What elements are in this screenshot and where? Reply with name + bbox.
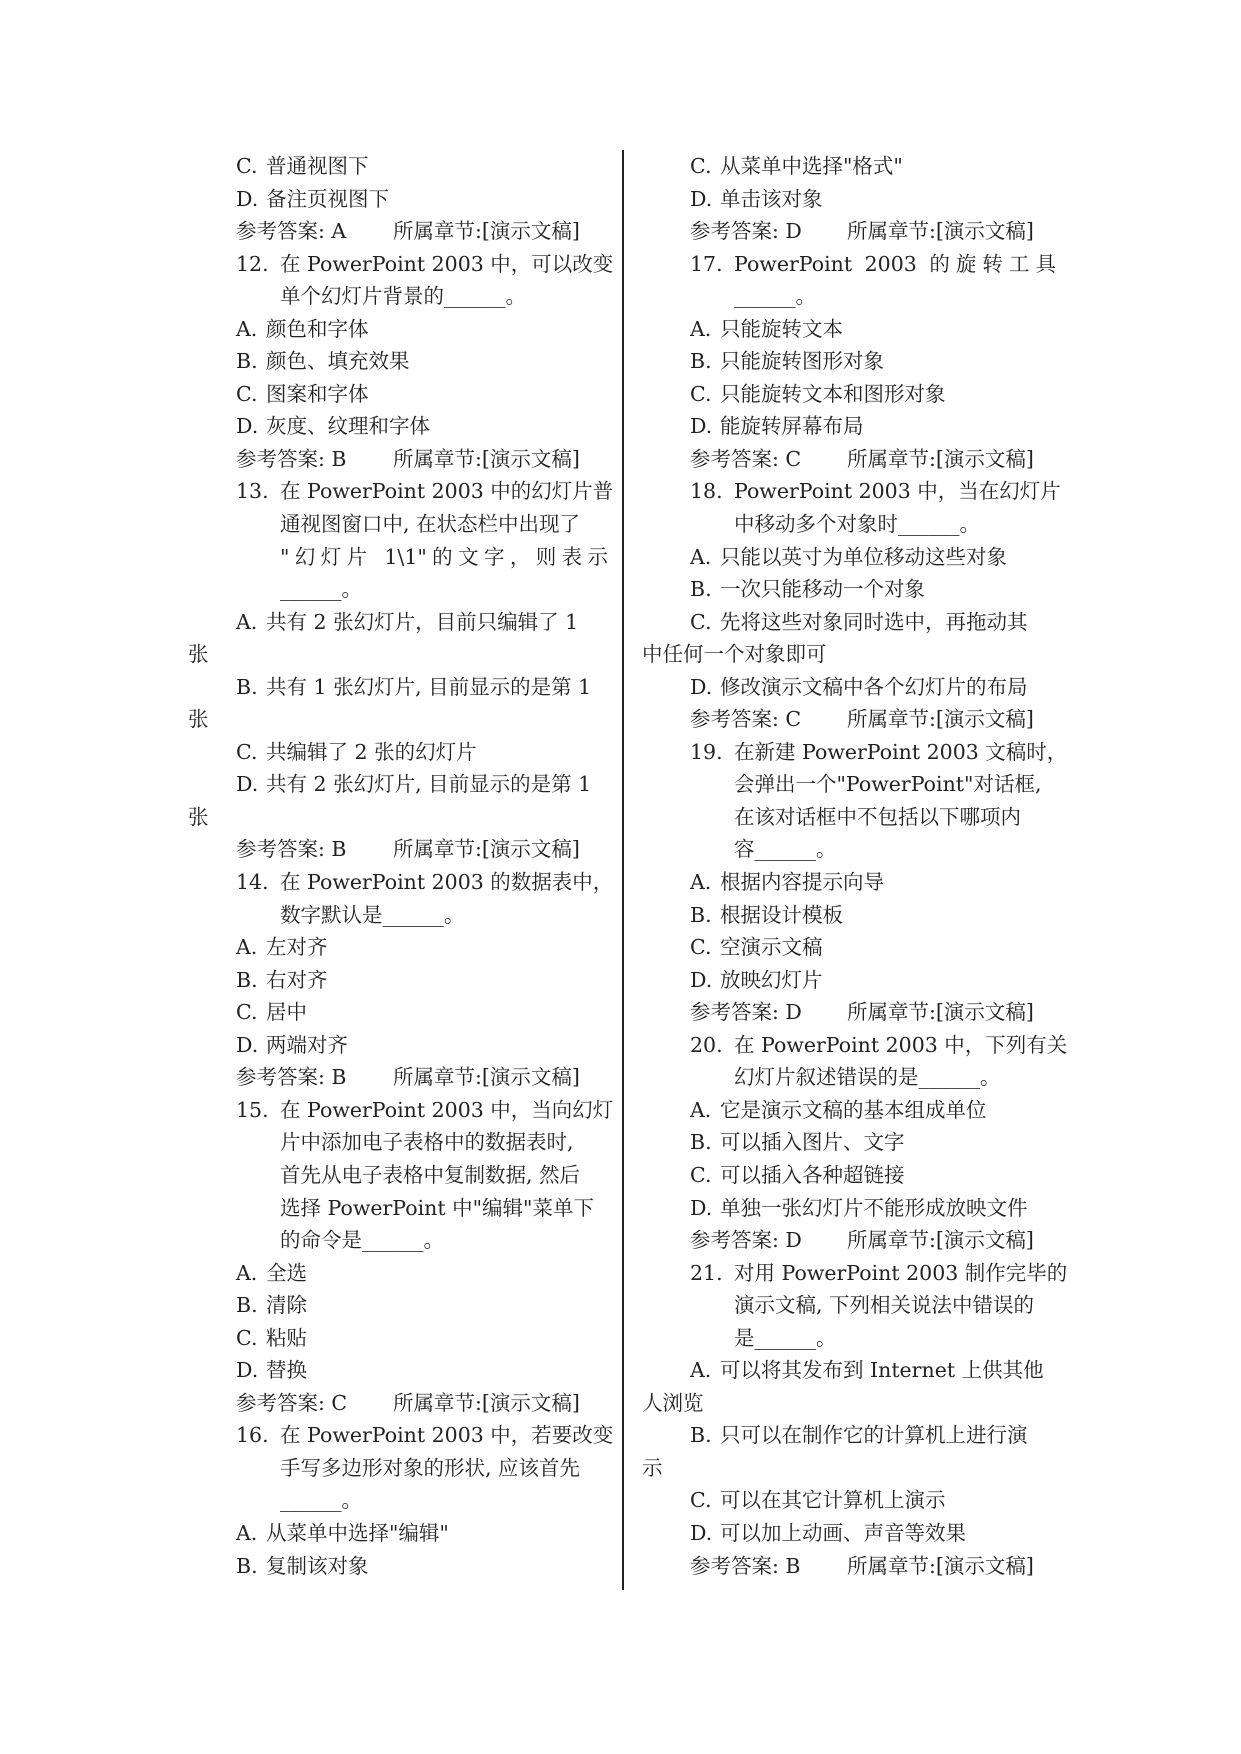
option-line (642, 866, 1056, 899)
answer-line (188, 215, 608, 248)
option-label: D. (690, 1520, 713, 1545)
question-line (188, 1094, 614, 1127)
option-line (642, 378, 1056, 411)
option-text: 可以插入图片、文字 (720, 1130, 905, 1155)
question-continuation: 在该对话框中不包括以下哪项内 (734, 804, 1021, 829)
question-line (642, 1257, 1068, 1290)
option-line (188, 996, 608, 1029)
option-text: 左对齐 (266, 935, 328, 960)
option-label: B. (690, 349, 712, 374)
question-text: 在 PowerPoint 2003 中，下列有关 (734, 1032, 1068, 1057)
option-label: A. (236, 609, 258, 634)
option-line (642, 899, 1056, 932)
option-line (642, 931, 1056, 964)
option-line (642, 573, 1056, 606)
option-label: B. (236, 1293, 258, 1318)
option-text: 两端对齐 (266, 1032, 348, 1057)
reference-answer: 参考答案: D (690, 219, 802, 244)
option-text: 清除 (266, 1293, 307, 1318)
option-line (642, 1094, 1056, 1127)
reference-answer: 参考答案: B (236, 837, 347, 862)
question-continuation: 是______。 (734, 1325, 837, 1350)
option-text: 只能旋转文本和图形对象 (720, 381, 946, 406)
question-continuation: ______。 (734, 284, 816, 309)
option-line (642, 1159, 1056, 1192)
option-text: 只能旋转图形对象 (720, 349, 884, 374)
option-text: 能旋转屏幕布局 (720, 414, 864, 439)
option-label: A. (236, 935, 258, 960)
reference-answer: 参考答案: B (690, 1553, 801, 1578)
option-label: B. (236, 674, 258, 699)
question-line (642, 248, 1056, 281)
question-text: 在 PowerPoint 2003 中，若要改变 (280, 1423, 614, 1448)
question-text: 在 PowerPoint 2003 中，当向幻灯 (280, 1097, 614, 1122)
option-line (188, 1322, 608, 1355)
option-label: D. (236, 186, 259, 211)
question-line (188, 866, 614, 899)
chapter-label: 所属章节:[演示文稿] (393, 1390, 580, 1415)
answer-line (642, 1550, 1056, 1583)
question-continuation: 幻灯片叙述错误的是______。 (734, 1065, 1001, 1090)
option-text: 颜色和字体 (266, 316, 369, 341)
option-text: 只可以在制作它的计算机上进行演 (720, 1423, 1028, 1448)
chapter-label: 所属章节:[演示文稿] (393, 837, 580, 862)
question-continuation: 容______。 (734, 837, 837, 862)
question-number: 14. (236, 870, 269, 895)
option-line (642, 1484, 1056, 1517)
option-line (188, 1257, 608, 1290)
question-continuation: ______。 (280, 1488, 362, 1513)
option-text: 可以加上动画、声音等效果 (720, 1520, 966, 1545)
answer-line (642, 215, 1056, 248)
option-line (642, 183, 1056, 216)
question-continuation: "幻灯片 1\1"的文字，则表示 (280, 544, 608, 569)
wrapped-text: 中任何一个对象即可 (642, 642, 827, 667)
option-text: 空演示文稿 (720, 935, 823, 960)
option-text: 共编辑了 2 张的幻灯片 (266, 739, 477, 764)
question-continuation: 会弹出一个"PowerPoint"对话框, (734, 772, 1042, 797)
option-label: D. (690, 967, 713, 992)
option-line (642, 964, 1056, 997)
option-line (188, 606, 608, 639)
option-text: 单击该对象 (720, 186, 823, 211)
question-number: 18. (690, 479, 723, 504)
option-text: 只能旋转文本 (720, 316, 843, 341)
option-text: 修改演示文稿中各个幻灯片的布局 (720, 674, 1028, 699)
question-continuation: 演示文稿, 下列相关说法中错误的 (734, 1293, 1035, 1318)
question-line (188, 475, 614, 508)
question-continuation: 单个幻灯片背景的______。 (280, 284, 526, 309)
option-text: 单独一张幻灯片不能形成放映文件 (720, 1195, 1028, 1220)
question-number: 21. (690, 1260, 723, 1285)
question-continuation: 首先从电子表格中复制数据, 然后 (280, 1162, 581, 1187)
option-label: B. (690, 902, 712, 927)
option-line (188, 1289, 608, 1322)
question-number: 15. (236, 1097, 269, 1122)
chapter-label: 所属章节:[演示文稿] (393, 219, 580, 244)
option-label: C. (236, 1000, 258, 1025)
wrapped-text: 张 (188, 804, 209, 829)
option-text: 一次只能移动一个对象 (720, 577, 925, 602)
reference-answer: 参考答案: D (690, 1000, 802, 1025)
option-line (188, 313, 608, 346)
question-number: 12. (236, 251, 269, 276)
option-line (188, 671, 608, 704)
option-text: 从菜单中选择"格式" (720, 154, 903, 178)
question-number: 20. (690, 1032, 723, 1057)
question-continuation: 数字默认是______。 (280, 902, 465, 927)
question-continuation: 的命令是______。 (280, 1228, 444, 1253)
option-line (188, 768, 608, 801)
answer-line (188, 1061, 608, 1094)
option-text: 右对齐 (266, 967, 328, 992)
chapter-label: 所属章节:[演示文稿] (847, 1228, 1034, 1253)
question-continuation: 手写多边形对象的形状, 应该首先 (280, 1455, 581, 1480)
question-line (188, 248, 614, 281)
option-text: 替换 (266, 1358, 307, 1383)
option-label: D. (236, 1358, 259, 1383)
question-line (188, 1419, 614, 1452)
option-text: 先将这些对象同时选中，再拖动其 (720, 609, 1028, 634)
option-text: 图案和字体 (266, 381, 369, 406)
option-line (188, 345, 608, 378)
option-line (188, 150, 608, 183)
option-line (642, 345, 1056, 378)
question-text: 在 PowerPoint 2003 中的幻灯片普 (280, 479, 614, 504)
question-line (642, 736, 1068, 769)
option-line (642, 313, 1056, 346)
option-text: 放映幻灯片 (720, 967, 823, 992)
option-line (642, 606, 1056, 639)
option-line (188, 964, 608, 997)
option-label: C. (236, 739, 258, 764)
option-text: 根据设计模板 (720, 902, 843, 927)
option-line (642, 150, 1056, 183)
option-line (642, 1354, 1056, 1387)
option-line (642, 1192, 1056, 1225)
option-line (188, 410, 608, 443)
question-continuation: 通视图窗口中, 在状态栏中出现了 (280, 512, 581, 537)
question-number: 13. (236, 479, 269, 504)
chapter-label: 所属章节:[演示文稿] (847, 1553, 1034, 1578)
question-text: 在 PowerPoint 2003 中，可以改变 (280, 251, 614, 276)
option-text: 全选 (266, 1260, 307, 1285)
reference-answer: 参考答案: A (236, 219, 347, 244)
option-label: A. (690, 1358, 712, 1383)
answer-line (642, 443, 1056, 476)
option-text: 可以将其发布到 Internet 上供其他 (720, 1358, 1044, 1383)
question-line (642, 1029, 1068, 1062)
option-label: B. (236, 1553, 258, 1578)
option-label: D. (236, 1032, 259, 1057)
question-text: PowerPoint 2003 的旋转工具 (734, 251, 1056, 276)
option-label: D. (236, 772, 259, 797)
option-label: C. (690, 381, 712, 406)
option-text: 复制该对象 (266, 1553, 369, 1578)
option-line (188, 931, 608, 964)
option-line (642, 541, 1056, 574)
option-text: 共有 2 张幻灯片，目前只编辑了 1 (266, 609, 579, 634)
option-label: C. (690, 1488, 712, 1513)
question-number: 19. (690, 739, 723, 764)
chapter-label: 所属章节:[演示文稿] (847, 446, 1034, 471)
option-label: D. (690, 1195, 713, 1220)
option-text: 可以插入各种超链接 (720, 1162, 905, 1187)
reference-answer: 参考答案: B (236, 446, 347, 471)
question-number: 17. (690, 251, 723, 276)
wrapped-text: 张 (188, 642, 209, 667)
reference-answer: 参考答案: D (690, 1228, 802, 1253)
question-continuation: 片中添加电子表格中的数据表时, (280, 1130, 574, 1155)
reference-answer: 参考答案: C (236, 1390, 348, 1415)
option-label: C. (236, 381, 258, 406)
option-line (188, 378, 608, 411)
question-line (642, 475, 1061, 508)
chapter-label: 所属章节:[演示文稿] (847, 1000, 1034, 1025)
option-label: A. (236, 1520, 258, 1545)
option-text: 共有 1 张幻灯片, 目前显示的是第 1 (266, 674, 592, 699)
option-label: B. (690, 577, 712, 602)
option-text: 备注页视图下 (266, 186, 389, 211)
chapter-label: 所属章节:[演示文稿] (847, 707, 1034, 732)
option-line (642, 671, 1056, 704)
column-divider (622, 150, 624, 1590)
question-text: 对用 PowerPoint 2003 制作完毕的 (734, 1260, 1068, 1285)
question-text: 在 PowerPoint 2003 的数据表中， (280, 870, 614, 895)
reference-answer: 参考答案: B (236, 1065, 347, 1090)
option-text: 普通视图下 (266, 154, 369, 178)
option-line (188, 1029, 608, 1062)
option-label: B. (236, 349, 258, 374)
option-line (642, 410, 1056, 443)
answer-line (642, 996, 1056, 1029)
option-label: A. (236, 316, 258, 341)
option-line (188, 1550, 608, 1583)
option-text: 居中 (266, 1000, 307, 1025)
option-text: 根据内容提示向导 (720, 870, 884, 895)
answer-line (642, 703, 1056, 736)
option-line (188, 183, 608, 216)
chapter-label: 所属章节:[演示文稿] (393, 1065, 580, 1090)
reference-answer: 参考答案: C (690, 446, 802, 471)
question-continuation: 中移动多个对象时______。 (734, 512, 980, 537)
option-label: A. (690, 870, 712, 895)
option-text: 粘贴 (266, 1325, 307, 1350)
option-label: B. (690, 1423, 712, 1448)
option-text: 从菜单中选择"编辑" (266, 1520, 449, 1545)
option-label: C. (690, 935, 712, 960)
answer-line (642, 1224, 1056, 1257)
question-continuation: ______。 (280, 577, 362, 602)
option-label: B. (236, 967, 258, 992)
option-label: A. (690, 316, 712, 341)
option-line (642, 1126, 1056, 1159)
option-label: D. (690, 186, 713, 211)
option-text: 灰度、纹理和字体 (266, 414, 430, 439)
right-column (642, 150, 1068, 1582)
question-number: 16. (236, 1423, 269, 1448)
option-label: B. (690, 1130, 712, 1155)
wrapped-text: 人浏览 (642, 1390, 704, 1415)
answer-line (188, 833, 608, 866)
answer-line (188, 443, 608, 476)
option-text: 颜色、填充效果 (266, 349, 410, 374)
option-text: 只能以英寸为单位移动这些对象 (720, 544, 1007, 569)
option-label: A. (690, 1097, 712, 1122)
chapter-label: 所属章节:[演示文稿] (847, 219, 1034, 244)
question-text: 在新建 PowerPoint 2003 文稿时， (734, 739, 1068, 764)
chapter-label: 所属章节:[演示文稿] (393, 446, 580, 471)
option-label: C. (690, 154, 712, 178)
left-column (188, 150, 614, 1582)
option-label: C. (236, 1325, 258, 1350)
option-label: C. (236, 154, 258, 178)
option-text: 共有 2 张幻灯片, 目前显示的是第 1 (266, 772, 592, 797)
option-label: A. (236, 1260, 258, 1285)
wrapped-text: 示 (642, 1455, 663, 1480)
option-line (188, 736, 608, 769)
option-line (188, 1354, 608, 1387)
option-label: C. (690, 609, 712, 634)
option-text: 它是演示文稿的基本组成单位 (720, 1097, 987, 1122)
question-text: PowerPoint 2003 中，当在幻灯片 (734, 479, 1061, 504)
question-continuation: 选择 PowerPoint 中"编辑"菜单下 (280, 1195, 594, 1220)
option-line (642, 1517, 1056, 1550)
wrapped-text: 张 (188, 707, 209, 732)
option-label: D. (690, 414, 713, 439)
option-text: 可以在其它计算机上演示 (720, 1488, 946, 1513)
option-line (642, 1419, 1056, 1452)
option-label: C. (690, 1162, 712, 1187)
option-line (188, 1517, 608, 1550)
option-label: D. (690, 674, 713, 699)
option-label: D. (236, 414, 259, 439)
reference-answer: 参考答案: C (690, 707, 802, 732)
answer-line (188, 1387, 608, 1420)
option-label: A. (690, 544, 712, 569)
